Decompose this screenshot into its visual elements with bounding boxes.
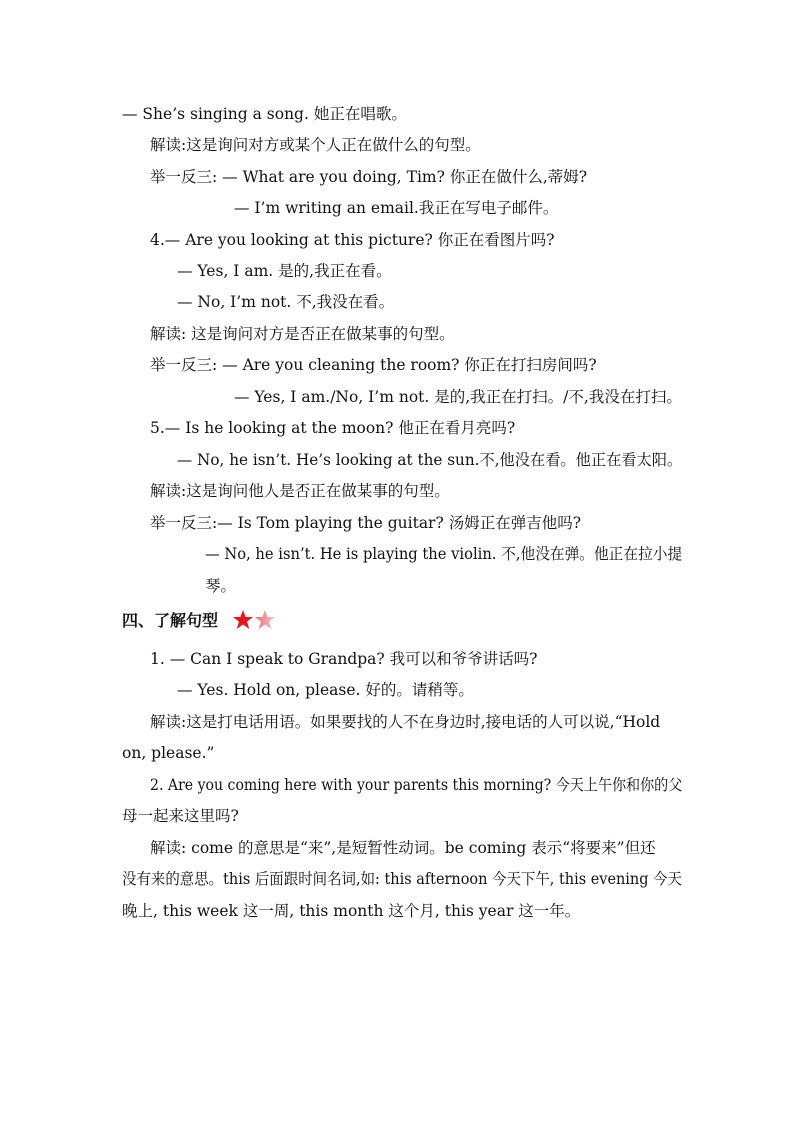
line-10: — Yes, I am./No, I’m not. 是的,我正在打扫。/不,我没在打扫。 (234, 388, 682, 406)
line-8: 解读: 这是询问对方是否正在做某事的句型。 (150, 325, 455, 343)
line-6: — Yes, I am. 是的,我正在看。 (177, 262, 392, 280)
line-16: 琴。 (205, 577, 237, 595)
section-heading: 四、了解句型 (122, 611, 219, 630)
star-filled-icon (233, 610, 253, 629)
line-14: 举一反三:— Is Tom playing the guitar? 汤姆正在弹吉他吗? (150, 514, 582, 532)
line-1: — She’s singing a song. 她正在唱歌。 (122, 105, 407, 123)
line-13: 解读:这是询问他人是否正在做某事的句型。 (150, 482, 450, 500)
line-7: — No, I’m not. 不,我没在看。 (177, 293, 395, 311)
line-21: 2. Are you coming here with your parents this morning? 今天上午你和你的父 (150, 776, 683, 794)
line-19: 解读:这是打电话用语。如果要找的人不在身边时,接电话的人可以说,“Hold (150, 713, 661, 731)
line-4: — I’m writing an email.我正在写电子邮件。 (234, 199, 559, 217)
line-5: 4.— Are you looking at this picture? 你正在看图片吗? (150, 231, 555, 249)
line-2: 解读:这是询问对方或某个人正在做什么的句型。 (150, 136, 481, 154)
line-15: — No, he isn’t. He is playing the violin. 不,他没在弹。他正在拉小提 (205, 545, 683, 563)
rating-stars (232, 609, 278, 631)
line-22: 母一起来这里吗? (122, 807, 239, 825)
line-17: 1. — Can I speak to Grandpa? 我可以和爷爷讲话吗? (150, 650, 538, 668)
line-24: 没有来的意思。this 后面跟时间名词,如: this afternoon 今天下午, this evening 今天 (122, 870, 682, 888)
line-23: 解读: come 的意思是“来”,是短暂性动词。be coming 表示“将要来”但还 (150, 839, 656, 857)
line-9: 举一反三: — Are you cleaning the room? 你正在打扫房间吗? (150, 356, 597, 374)
star-half-icon (255, 610, 275, 629)
line-11: 5.— Is he looking at the moon? 他正在看月亮吗? (150, 419, 516, 437)
line-20: on, please.” (122, 744, 215, 762)
line-18: — Yes. Hold on, please. 好的。请稍等。 (177, 681, 474, 699)
line-25: 晚上, this week 这一周, this month 这个月, this year 这一年。 (122, 902, 581, 920)
line-3: 举一反三: — What are you doing, Tim? 你正在做什么,蒂姆? (150, 168, 588, 186)
line-12: — No, he isn’t. He’s looking at the sun.不,他没在看。他正在看太阳。 (177, 451, 683, 469)
